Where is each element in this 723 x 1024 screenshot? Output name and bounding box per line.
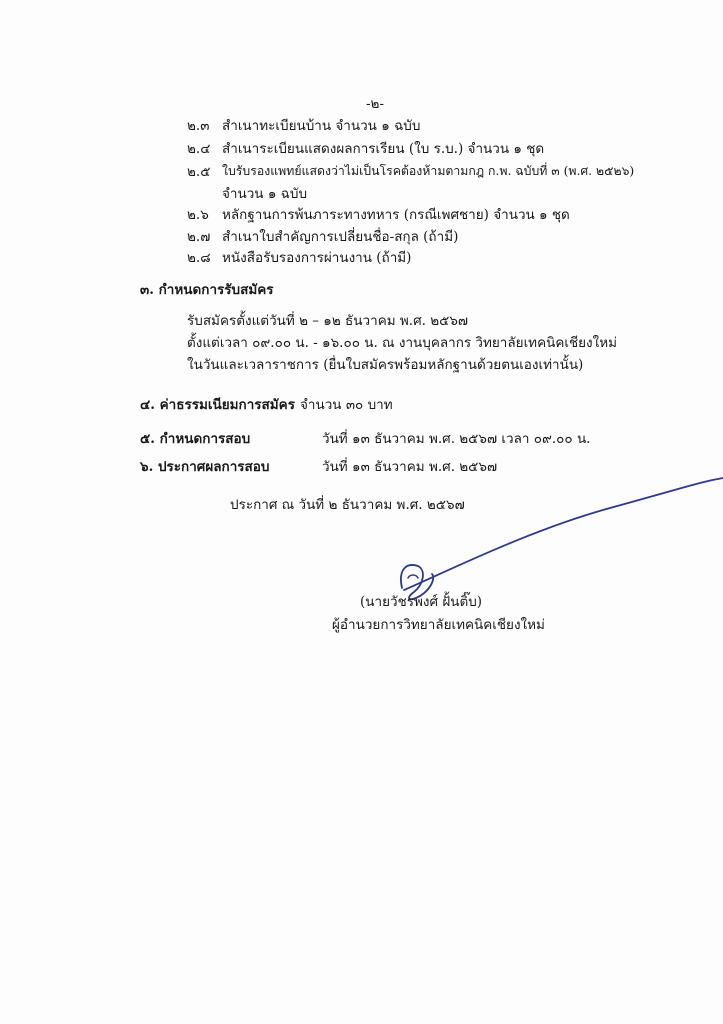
section-6-value: วันที่ ๑๓ ธันวาคม พ.ศ. ๒๕๖๗ xyxy=(322,459,498,475)
announcement-date: ประกาศ ณ วันที่ ๒ ธันวาคม พ.ศ. ๒๕๖๗ xyxy=(230,497,465,513)
page-number: -๒- xyxy=(366,96,385,112)
item-2-4-number: ๒.๔ xyxy=(187,141,211,157)
section-3-line-2: ตั้งแต่เวลา ๐๙.๐๐ น. - ๑๖.๐๐ น. ณ งานบุคลากร วิทยาลัยเทคนิคเชียงใหม่ xyxy=(187,335,618,351)
item-2-5-continuation: จำนวน ๑ ฉบับ xyxy=(222,186,308,202)
signature-image xyxy=(380,470,723,610)
item-2-4-text: สำเนาระเบียนแสดงผลการเรียน (ใบ ร.บ.) จำนวน ๑ ชุด xyxy=(222,141,545,157)
item-2-6-text: หลักฐานการพ้นภาระทางทหาร (กรณีเพศชาย) จำนวน ๑ ชุด xyxy=(222,207,570,223)
signatory-name: (นายวัชรพงศ์ ฝั้นติ๊บ) xyxy=(360,594,483,610)
section-3-line-1: รับสมัครตั้งแต่วันที่ ๒ – ๑๒ ธันวาคม พ.ศ. ๒๕๖๗ xyxy=(187,313,469,329)
section-4-value: จำนวน ๓๐ บาท xyxy=(300,397,393,413)
item-2-5-text: ใบรับรองแพทย์แสดงว่าไม่เป็นโรคต้องห้ามตามกฎ ก.พ. ฉบับที่ ๓ (พ.ศ. ๒๕๒๖) xyxy=(222,164,635,178)
section-5-value: วันที่ ๑๓ ธันวาคม พ.ศ. ๒๕๖๗ เวลา ๐๙.๐๐ น. xyxy=(322,431,591,447)
section-3-line-3: ในวันและเวลาราชการ (ยื่นใบสมัครพร้อมหลักฐานด้วยตนเองเท่านั้น) xyxy=(187,357,584,373)
item-2-3-number: ๒.๓ xyxy=(187,118,210,134)
section-4-heading: ๔. ค่าธรรมเนียมการสมัคร xyxy=(140,397,295,413)
section-3-heading: ๓. กำหนดการรับสมัคร xyxy=(140,282,274,298)
item-2-8-number: ๒.๘ xyxy=(187,250,211,266)
item-2-7-number: ๒.๗ xyxy=(187,229,211,245)
item-2-8-text: หนังสือรับรองการผ่านงาน (ถ้ามี) xyxy=(222,250,412,266)
item-2-6-number: ๒.๖ xyxy=(187,207,209,223)
section-6-heading: ๖. ประกาศผลการสอบ xyxy=(140,459,270,475)
section-5-heading: ๕. กำหนดการสอบ xyxy=(140,431,251,447)
item-2-7-text: สำเนาใบสำคัญการเปลี่ยนชื่อ-สกุล (ถ้ามี) xyxy=(222,229,459,245)
signatory-position: ผู้อำนวยการวิทยาลัยเทคนิคเชียงใหม่ xyxy=(332,617,545,633)
item-2-3-text: สำเนาทะเบียนบ้าน จำนวน ๑ ฉบับ xyxy=(222,118,421,134)
item-2-5-number: ๒.๕ xyxy=(187,164,211,180)
